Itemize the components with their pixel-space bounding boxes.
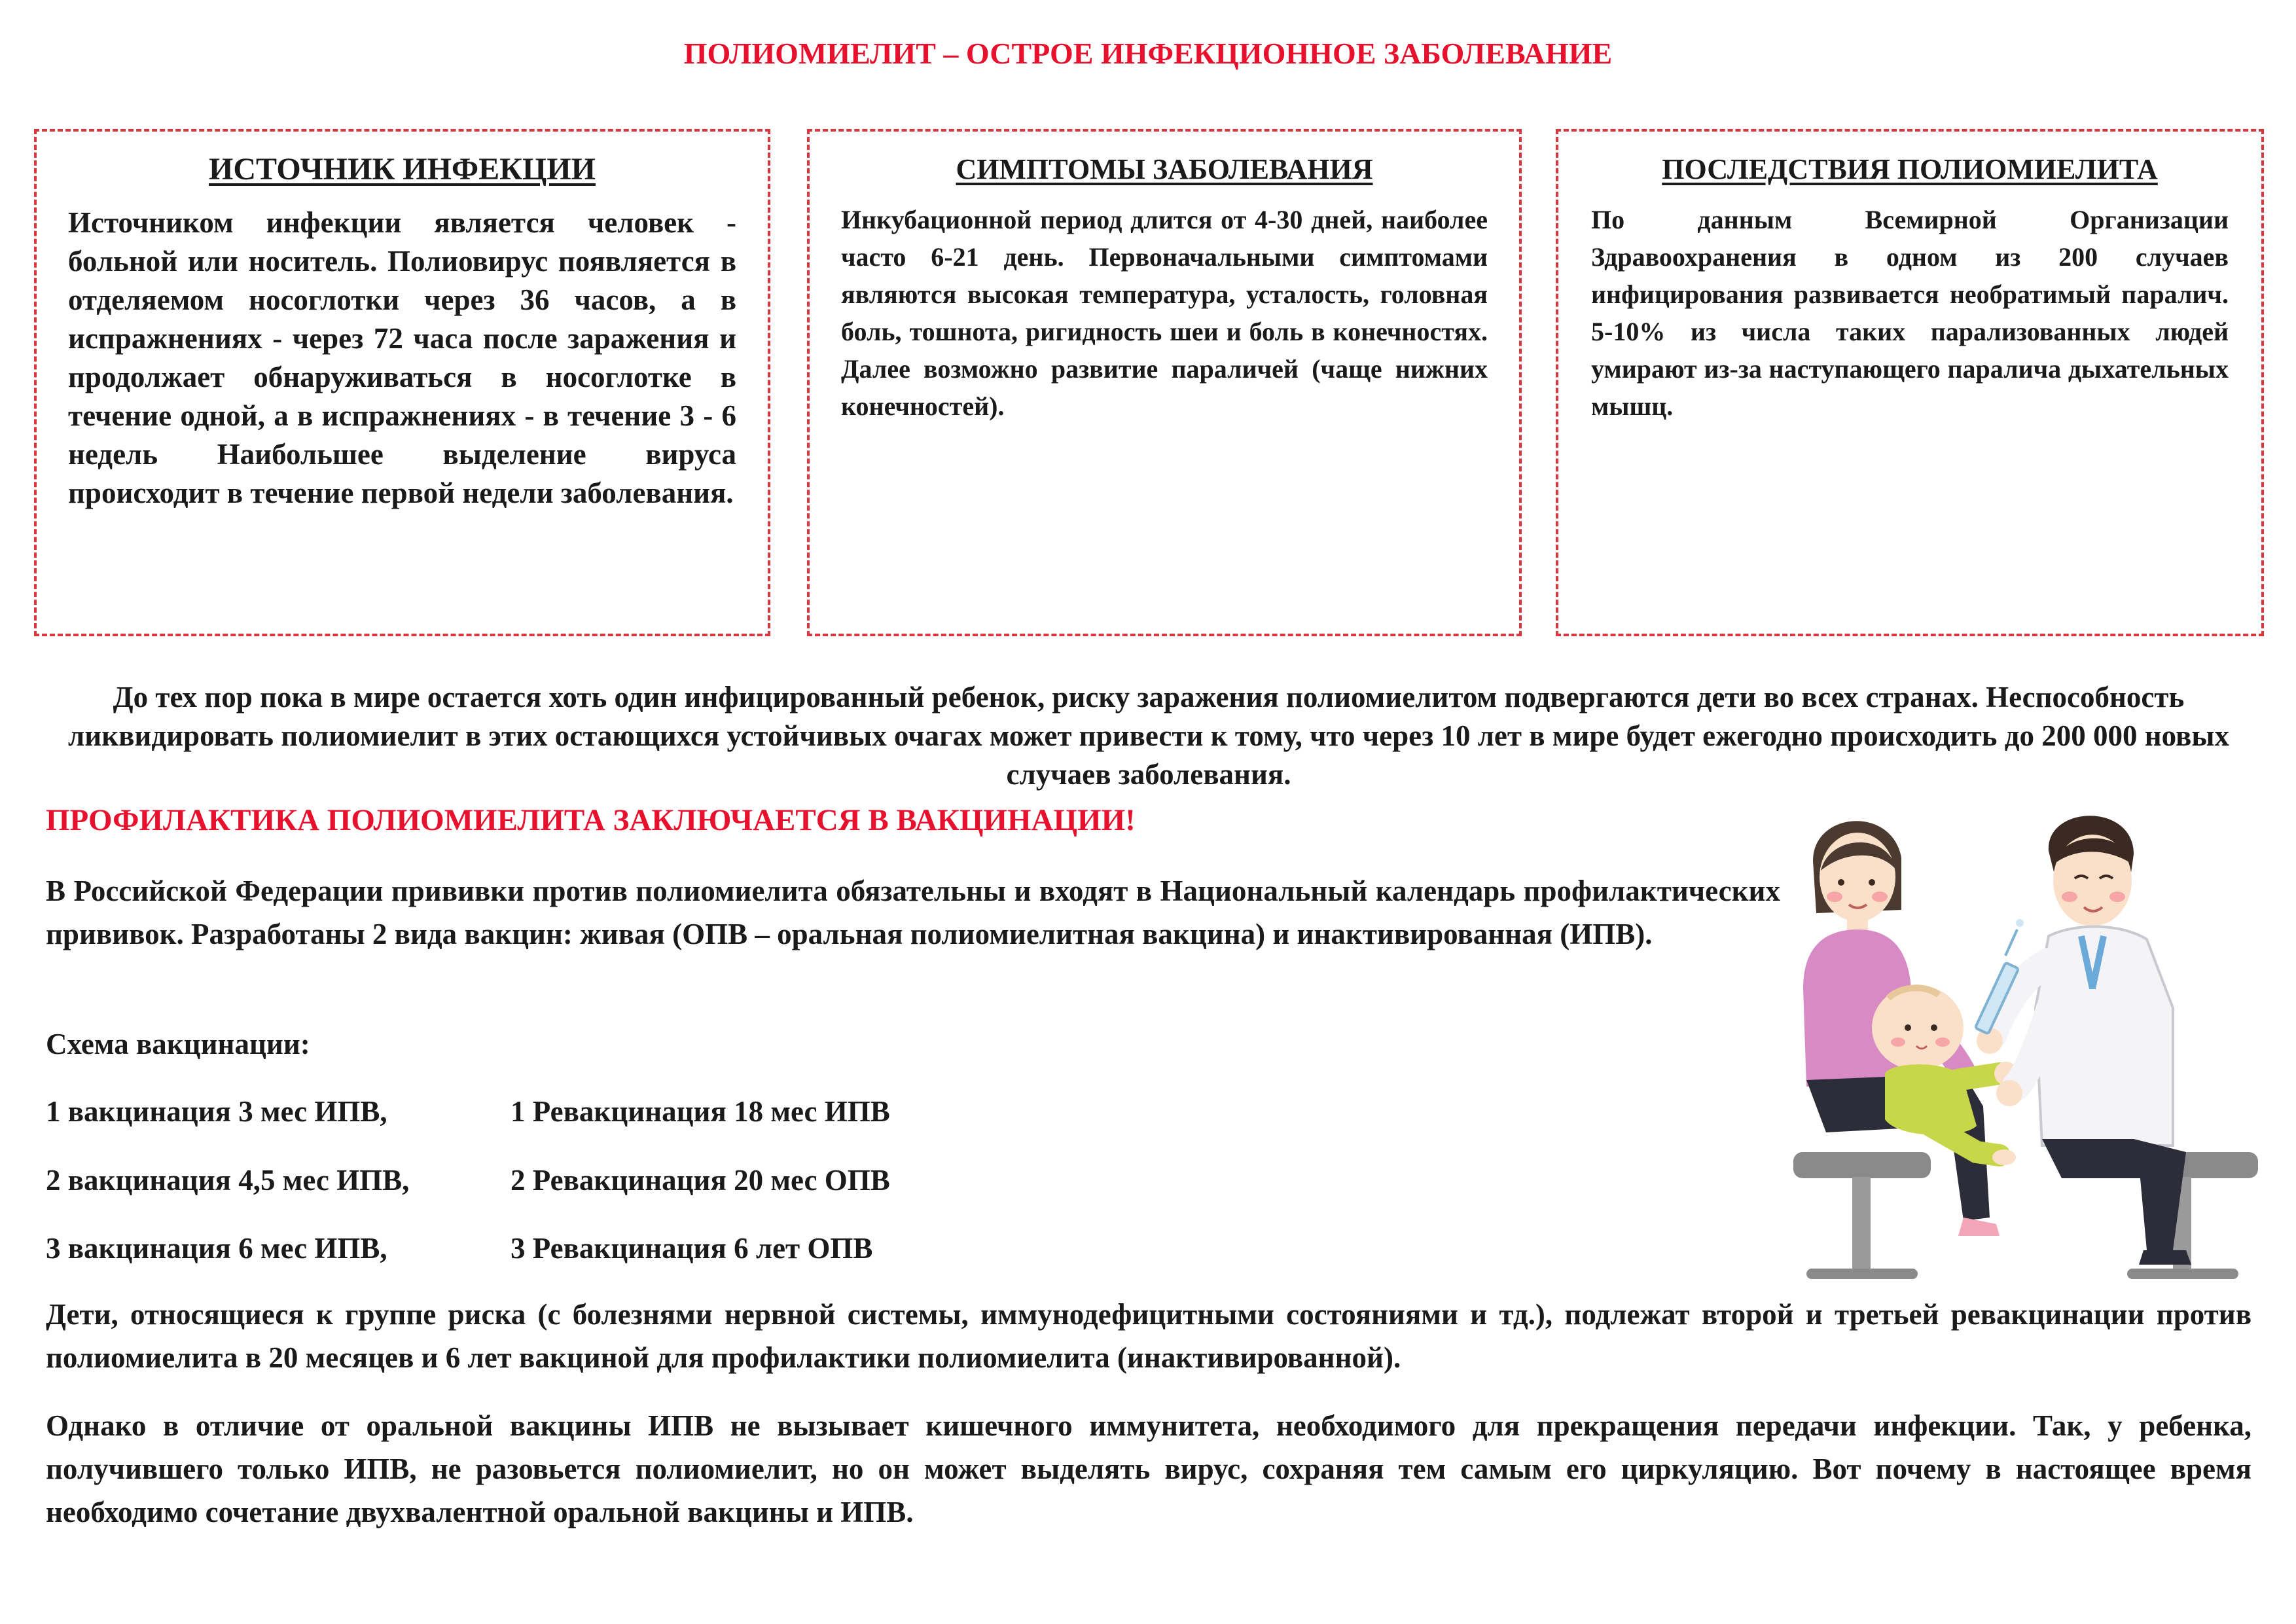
page-title: ПОЛИОМИЕЛИТ – ОСТРОЕ ИНФЕКЦИОННОЕ ЗАБОЛЕВАНИЕ	[683, 37, 1613, 70]
ipv-paragraph: Однако в отличие от оральной вакцины ИПВ не вызывает кишечного иммунитета, необходимого для прекращения передачи инфекции. Так, у ребенка, получившего только ИПВ, не разовьется полиомиелит, но он может выделять вирус, сохраняя тем самым его циркуляцию. Вот почему в настоящее время необходимо сочетание двухвалентной оральной вакцины и ИПВ.	[46, 1409, 2251, 1528]
infection-source-heading: ИСТОЧНИК ИНФЕКЦИИ	[209, 152, 596, 187]
risk-group-paragraph: Дети, относящиеся к группе риска (с болезнями нервной системы, иммунодефицитными состояниями и тд.), подлежат второй и третьей ревакцинации против полиомиелита в 20 месяцев и 6 лет вакциной для профилактики полиомиелита (инактивированной).	[46, 1298, 2251, 1374]
consequences-text: По данным Всемирной Организации Здравоохранения в одном из 200 случаев инфицирования развивается необратимый паралич. 5-10% из числа таких парализованных людей умирают из-за наступающего паралича дыхательных мышц.	[1591, 205, 2229, 421]
revaccination-entry: 3 Ревакцинация 6 лет ОПВ	[511, 1232, 873, 1265]
prophylaxis-heading: ПРОФИЛАКТИКА ПОЛИОМИЕЛИТА ЗАКЛЮЧАЕТСЯ В ВАКЦИНАЦИИ!	[46, 803, 1136, 837]
revaccination-entry: 2 Ревакцинация 20 мес ОПВ	[511, 1164, 890, 1197]
vaccination-entry: 3 вакцинация 6 мес ИПВ,	[46, 1232, 387, 1265]
infection-source-text: Источником инфекции является человек - больной или носитель. Полиовирус появляется в отделяемом носоглотки через 36 часов, а в испражнениях - через 72 часа после заражения и продолжает обнаруживаться в носоглотке в течение одной, а в испражнениях - в течение 3 - 6 недель Наибольшее выделение вируса происходит в течение первой недели заболевания.	[68, 206, 736, 509]
doctor-vaccinating-child-illustration	[1767, 799, 2278, 1296]
intro-paragraph: До тех пор пока в мире остается хоть один инфицированный ребенок, риску заражения полиомиелитом подвергаются дети во всех странах. Неспособность ликвидировать полиомиелит в этих остающихся устойчивых очагах может привести к тому, что через 10 лет в мире будет ежегодно происходить до 200 000 новых случаев заболевания.	[68, 681, 2229, 791]
revaccination-entry: 1 Ревакцинация 18 мес ИПВ	[511, 1095, 890, 1128]
symptoms-box	[807, 129, 1522, 636]
consequences-heading: ПОСЛЕДСТВИЯ ПОЛИОМИЕЛИТА	[1662, 153, 2158, 185]
vaccination-entry: 1 вакцинация 3 мес ИПВ,	[46, 1095, 387, 1128]
schedule-row	[46, 1161, 890, 1200]
mother-stool	[1793, 1152, 1931, 1279]
symptoms-text: Инкубационной период длится от 4-30 дней, наиболее часто 6-21 день. Первоначальными симптомами являются высокая температура, усталость, головная боль, тошнота, ригидность шеи и боль в конечностях. Далее возможно развитие параличей (чаще нижних конечностей).	[841, 205, 1488, 421]
federation-paragraph: В Российской Федерации прививки против полиомиелита обязательны и входят в Национальный календарь профилактических прививок. Разработаны 2 вида вакцин: живая (ОПВ – оральная полиомиелитная вакцина) и инактивированная (ИПВ).	[46, 875, 1780, 950]
schedule-row	[46, 1092, 890, 1131]
doctor-figure	[1977, 816, 2191, 1265]
symptoms-heading: СИМПТОМЫ ЗАБОЛЕВАНИЯ	[956, 153, 1373, 185]
consequences-box	[1556, 129, 2264, 636]
vaccination-entry: 2 вакцинация 4,5 мес ИПВ,	[46, 1164, 410, 1197]
scheme-title: Схема вакцинации:	[46, 1028, 310, 1060]
schedule-row	[46, 1229, 872, 1268]
infection-source-box	[34, 129, 770, 636]
